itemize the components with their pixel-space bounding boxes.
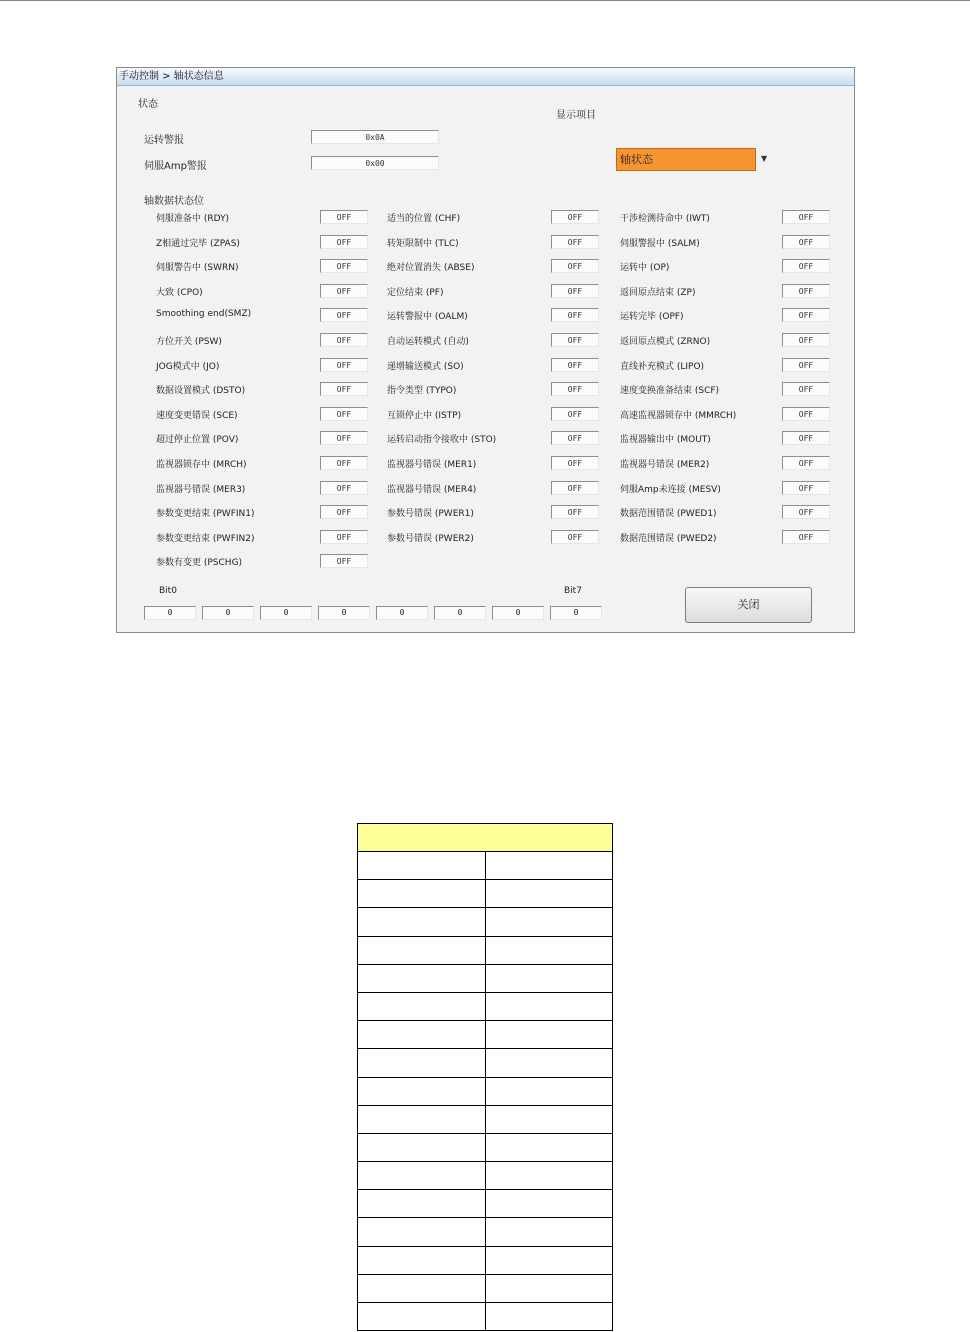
status-item-label: 运转完毕 (OPF)	[620, 312, 684, 323]
table-cell	[485, 1190, 613, 1218]
status-item-value: OFF	[320, 308, 368, 322]
status-item-label: Z相通过完毕 (ZPAS)	[156, 238, 240, 249]
status-item-label: 干涉检测待命中 (IWT)	[620, 214, 710, 224]
table-row	[358, 852, 613, 880]
table-row	[358, 1190, 613, 1218]
table-row	[358, 1049, 613, 1077]
status-item-label: 运转警报中 (OALM)	[387, 312, 468, 323]
run-alarm-field: 0x0A	[311, 130, 439, 144]
status-item-value: OFF	[782, 259, 830, 273]
table-cell	[485, 1133, 613, 1161]
status-item-value: OFF	[551, 284, 599, 298]
table-cell	[358, 1303, 486, 1331]
table-cell	[358, 852, 486, 880]
table-header-row	[358, 824, 613, 852]
table-row	[358, 936, 613, 964]
status-item-value: OFF	[551, 505, 599, 519]
table-row	[358, 908, 613, 936]
chevron-down-icon[interactable]: ▼	[761, 154, 768, 163]
bit0-label: Bit0	[159, 586, 177, 596]
table-cell	[485, 936, 613, 964]
status-item-value: OFF	[782, 407, 830, 421]
table-cell	[485, 1274, 613, 1302]
table-cell	[485, 1303, 613, 1331]
table-cell	[485, 1021, 613, 1049]
table-cell	[485, 880, 613, 908]
table-cell	[485, 1218, 613, 1246]
close-button[interactable]: 关闭	[685, 587, 812, 623]
table-row	[358, 1162, 613, 1190]
status-item-label: 递增输送模式 (SO)	[387, 361, 464, 372]
status-item-label: 适当的位置 (CHF)	[387, 214, 461, 224]
status-item-label: 返回原点结束 (ZP)	[620, 287, 696, 298]
table-row	[358, 992, 613, 1020]
run-alarm-label: 运转警报	[144, 135, 184, 146]
table-header-cell	[358, 824, 613, 852]
table-cell	[485, 1105, 613, 1133]
status-item-value: OFF	[782, 235, 830, 249]
status-item-value: OFF	[320, 259, 368, 273]
table-row	[358, 1218, 613, 1246]
status-item-value: OFF	[782, 431, 830, 445]
status-item-label: 监视器输出中 (MOUT)	[620, 435, 711, 446]
status-item-value: OFF	[320, 554, 368, 568]
display-item-select[interactable]: 轴状态	[616, 148, 756, 171]
table-cell	[485, 1049, 613, 1077]
table-cell	[358, 964, 486, 992]
table-cell	[358, 908, 486, 936]
table-cell	[358, 1021, 486, 1049]
status-item-label: 直线补充模式 (LIPO)	[620, 361, 705, 372]
status-item-value: OFF	[551, 235, 599, 249]
status-item-value: OFF	[320, 481, 368, 495]
table-cell	[485, 992, 613, 1020]
status-item-value: OFF	[782, 308, 830, 322]
bit-cell: 0	[492, 606, 544, 620]
status-item-value: OFF	[320, 431, 368, 445]
table-cell	[358, 1190, 486, 1218]
bit-cell: 0	[376, 606, 428, 620]
status-item-label: 参数变更结束 (PWFIN1)	[156, 509, 255, 520]
status-item-label: 参数有变更 (PSCHG)	[156, 558, 243, 569]
status-item-label: 超过停止位置 (POV)	[156, 435, 239, 446]
status-item-value: OFF	[551, 333, 599, 347]
servo-amp-alarm-label: 伺服Amp警报	[144, 161, 207, 172]
status-item-value: OFF	[551, 481, 599, 495]
status-item-label: 伺服Amp未连接 (MESV)	[620, 484, 721, 495]
status-item-value: OFF	[782, 333, 830, 347]
status-item-value: OFF	[782, 284, 830, 298]
table-row	[358, 1246, 613, 1274]
table-cell	[485, 1077, 613, 1105]
top-rule	[0, 0, 970, 1]
status-item-label: 伺服警报中 (SALM)	[620, 238, 700, 249]
table-cell	[358, 880, 486, 908]
table-row	[358, 1133, 613, 1161]
status-item-label: 伺服准备中 (RDY)	[156, 214, 230, 224]
status-item-label: 返回原点模式 (ZRNO)	[620, 337, 711, 347]
status-item-label: 互锁停止中 (ISTP)	[387, 410, 462, 421]
status-item-value: OFF	[320, 456, 368, 470]
status-item-label: 高速监视器锁存中 (MMRCH)	[620, 410, 737, 421]
table-row	[358, 880, 613, 908]
table-cell	[358, 1246, 486, 1274]
window-title: 手动控制 > 轴状态信息	[117, 68, 854, 86]
status-item-label: 参数号错误 (PWER2)	[387, 533, 474, 544]
status-item-value: OFF	[320, 210, 368, 224]
status-item-value: OFF	[320, 358, 368, 372]
status-item-label: 运转中 (OP)	[620, 263, 670, 274]
table-cell	[485, 908, 613, 936]
status-item-value: OFF	[551, 431, 599, 445]
bit-cell: 0	[318, 606, 370, 620]
status-item-value: OFF	[551, 308, 599, 322]
status-item-label: 指令类型 (TYPO)	[387, 386, 457, 397]
table-row	[358, 1105, 613, 1133]
status-item-label: 数据范围错误 (PWED1)	[620, 509, 717, 520]
status-item-label: 监视器号错误 (MER1)	[387, 460, 477, 470]
table-cell	[358, 992, 486, 1020]
status-item-value: OFF	[782, 481, 830, 495]
status-item-value: OFF	[551, 259, 599, 273]
status-item-value: OFF	[320, 407, 368, 421]
status-item-value: OFF	[782, 382, 830, 396]
status-item-value: OFF	[782, 210, 830, 224]
status-item-value: OFF	[320, 235, 368, 249]
bit-cell: 0	[260, 606, 312, 620]
bit-cell: 0	[434, 606, 486, 620]
status-item-value: OFF	[320, 505, 368, 519]
status-item-label: 定位结束 (PF)	[387, 287, 444, 298]
status-item-value: OFF	[782, 358, 830, 372]
status-item-value: OFF	[551, 407, 599, 421]
table-cell	[485, 852, 613, 880]
status-item-label: 伺服警告中 (SWRN)	[156, 263, 239, 274]
status-item-value: OFF	[320, 530, 368, 544]
status-item-value: OFF	[551, 456, 599, 470]
status-item-label: JOG模式中 (JO)	[156, 361, 220, 372]
status-item-value: OFF	[551, 530, 599, 544]
status-item-label: 速度变更错误 (SCE)	[156, 410, 238, 421]
bit7-label: Bit7	[564, 586, 582, 596]
status-item-label: 大致 (CPO)	[156, 287, 203, 298]
status-item-label: 方位开关 (PSW)	[156, 337, 222, 347]
status-item-label: 监视器号错误 (MER4)	[387, 484, 477, 495]
axis-status-dialog	[116, 67, 855, 633]
status-item-label: 速度变换准备结束 (SCF)	[620, 386, 720, 397]
status-item-label: 参数变更结束 (PWFIN2)	[156, 533, 255, 544]
status-item-label: 数据设置模式 (DSTO)	[156, 386, 246, 397]
table-cell	[485, 964, 613, 992]
table-row	[358, 1077, 613, 1105]
status-item-label: Smoothing end(SMZ)	[156, 309, 252, 320]
table-cell	[358, 1077, 486, 1105]
status-group-label: 状态	[138, 99, 158, 110]
table-cell	[358, 1105, 486, 1133]
table-cell	[358, 936, 486, 964]
data-table	[357, 823, 613, 1331]
table-row	[358, 1303, 613, 1331]
status-item-value: OFF	[782, 530, 830, 544]
bit-cell: 0	[144, 606, 196, 620]
status-item-value: OFF	[320, 284, 368, 298]
servo-amp-alarm-field: 0x00	[311, 156, 439, 170]
table-cell	[485, 1162, 613, 1190]
status-item-label: 监视器号错误 (MER2)	[620, 460, 710, 470]
status-item-value: OFF	[320, 382, 368, 396]
status-item-label: 绝对位置消失 (ABSE)	[387, 263, 475, 274]
status-item-label: 监视器号错误 (MER3)	[156, 484, 246, 495]
table-row	[358, 1274, 613, 1302]
status-item-label: 自动运转模式 (自动)	[387, 337, 469, 347]
table-row	[358, 1021, 613, 1049]
bit-cell: 0	[202, 606, 254, 620]
status-item-value: OFF	[551, 210, 599, 224]
status-item-label: 转矩限制中 (TLC)	[387, 238, 459, 249]
status-item-label: 监视器锁存中 (MRCH)	[156, 460, 247, 470]
status-item-value: OFF	[782, 456, 830, 470]
table-cell	[358, 1049, 486, 1077]
bit-cell: 0	[550, 606, 602, 620]
status-item-value: OFF	[782, 505, 830, 519]
table-cell	[358, 1162, 486, 1190]
status-item-value: OFF	[551, 358, 599, 372]
axis-status-bits-label: 轴数据状态位	[144, 196, 204, 207]
table-cell	[358, 1218, 486, 1246]
table-cell	[358, 1133, 486, 1161]
status-item-value: OFF	[320, 333, 368, 347]
status-item-label: 参数号错误 (PWER1)	[387, 509, 474, 520]
table-row	[358, 964, 613, 992]
table-cell	[485, 1246, 613, 1274]
display-item-label: 显示项目	[556, 110, 596, 121]
status-item-label: 数据范围错误 (PWED2)	[620, 533, 717, 544]
table-cell	[358, 1274, 486, 1302]
status-item-value: OFF	[551, 382, 599, 396]
status-item-label: 运转启动指令接收中 (STO)	[387, 435, 497, 446]
